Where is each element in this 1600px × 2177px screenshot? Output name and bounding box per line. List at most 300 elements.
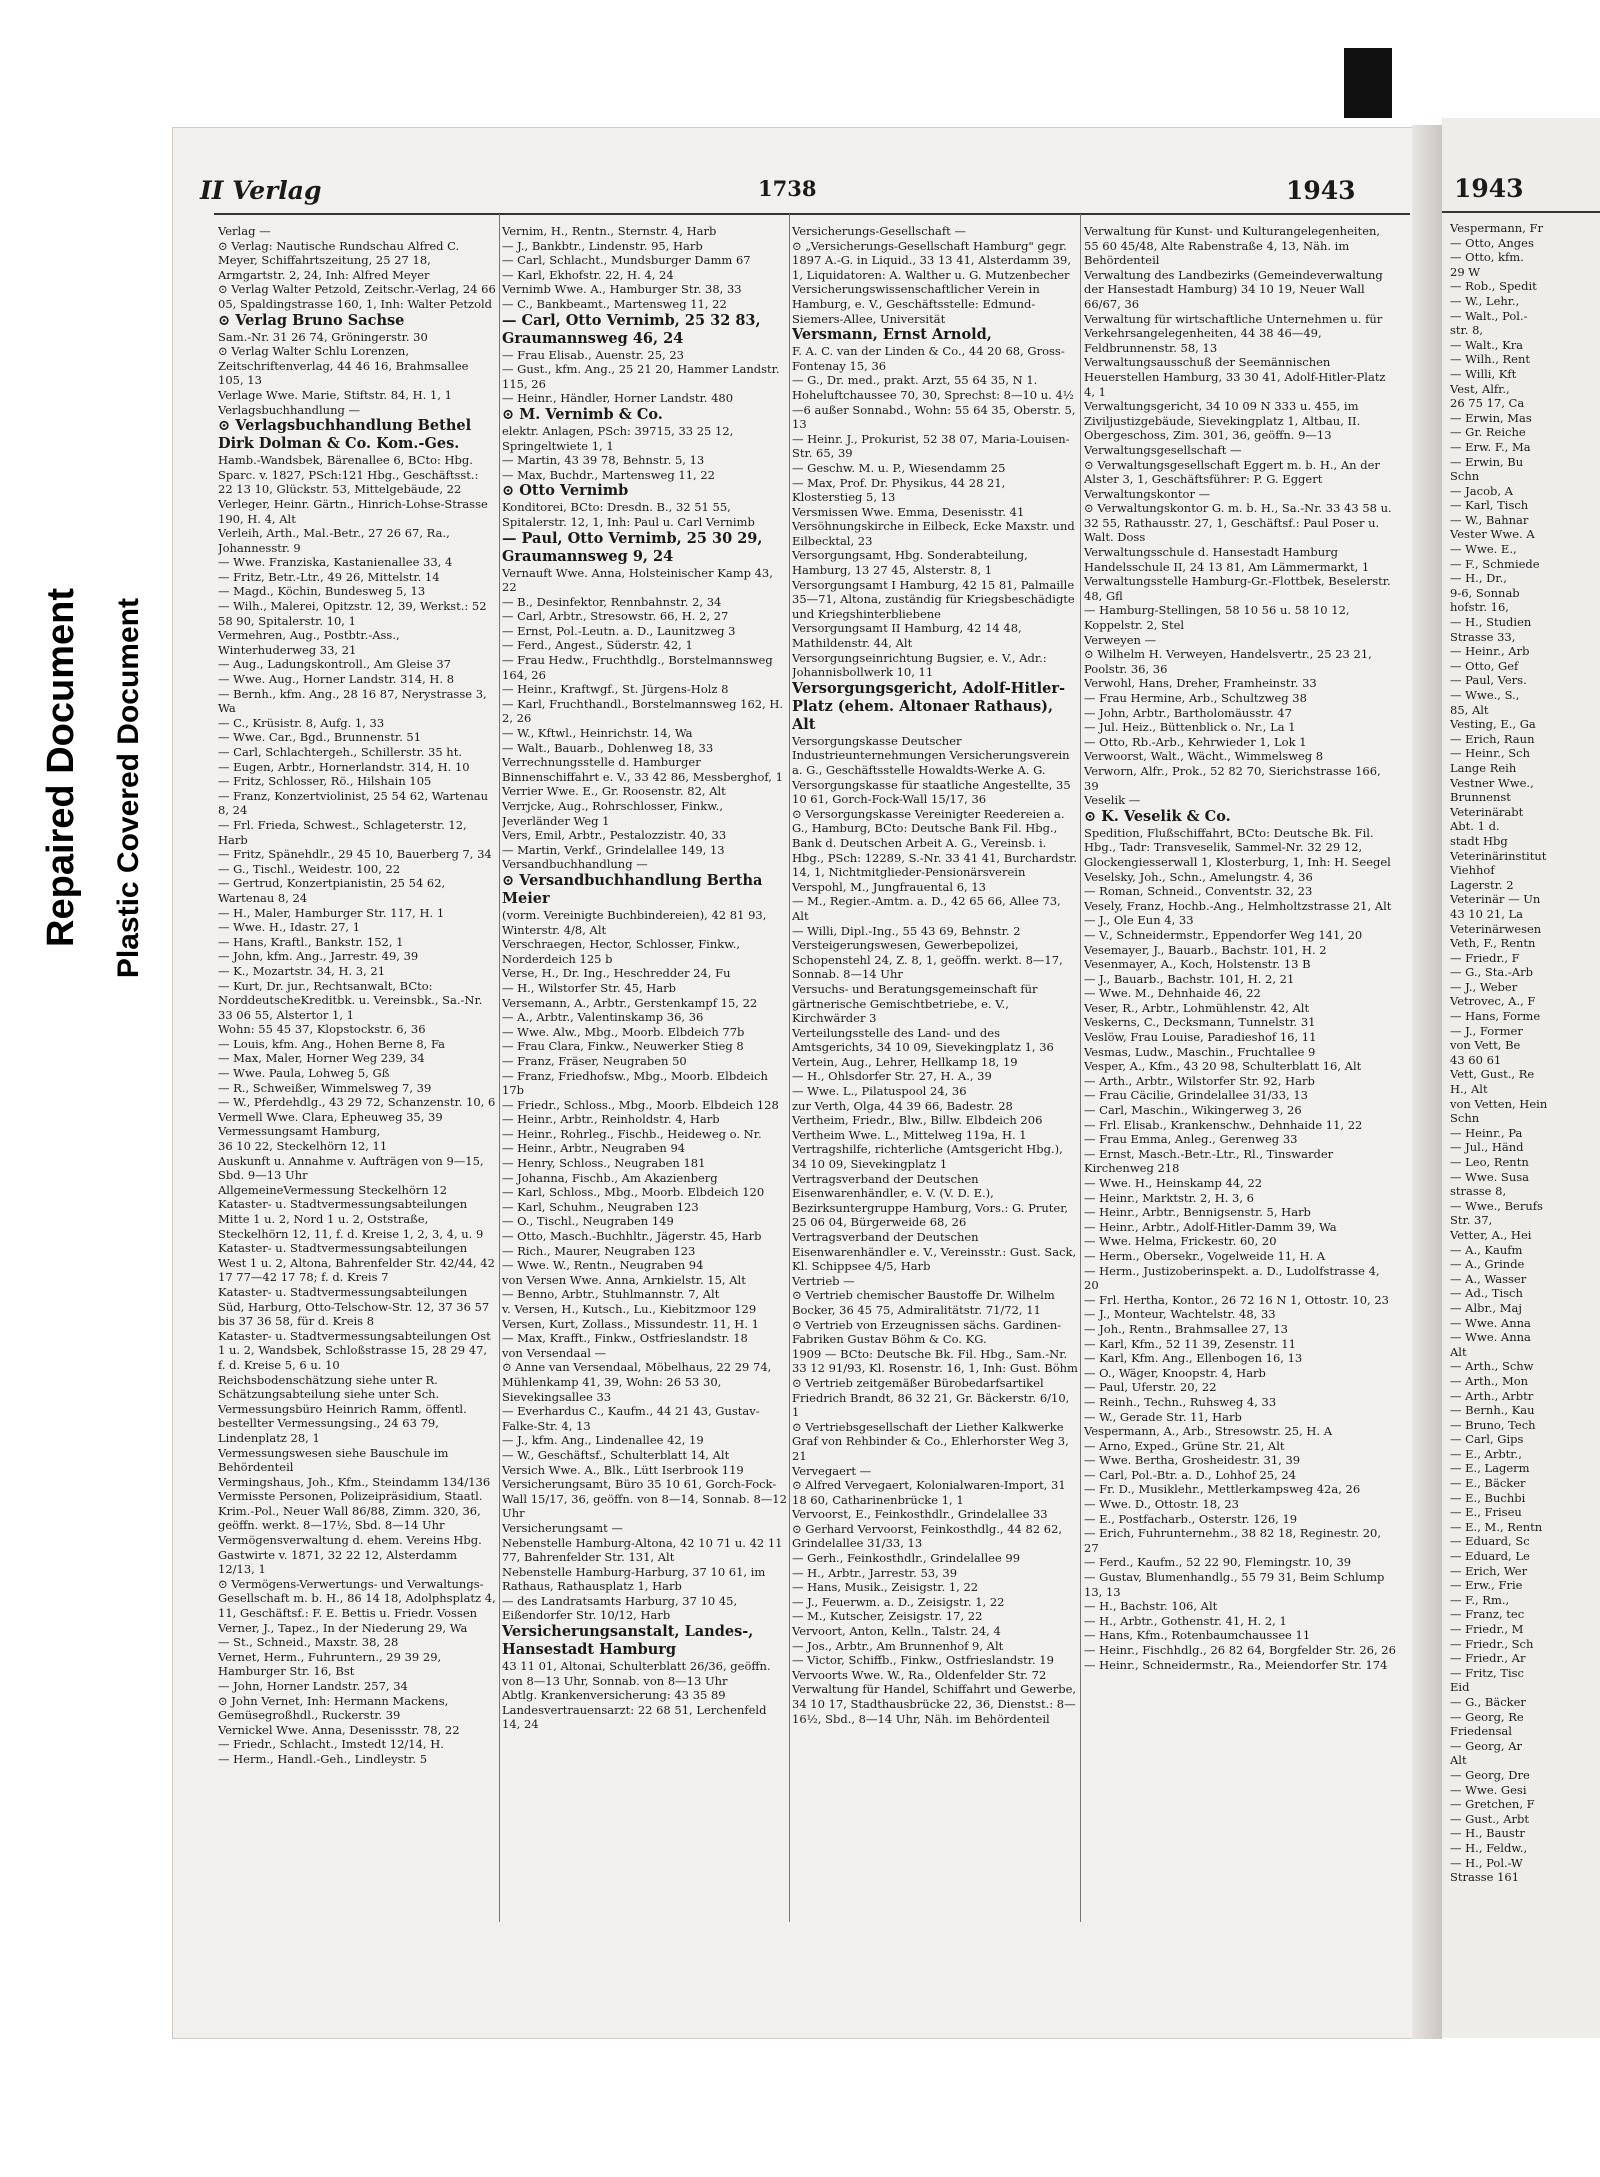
directory-entry: ⊙ Vermögens-Verwertungs- und Verwaltungs-Gesellschaft m. b. H., 86 14 18, Adolphsplatz 4, 11, Geschäftsf.: F. E. Bettis u. Friedr. Vossen xyxy=(218,1576,496,1621)
directory-entry: — Benno, Arbtr., Stuhlmannstr. 7, Alt xyxy=(502,1287,720,1302)
directory-entry: — G., Tischl., Weidestr. 100, 22 xyxy=(218,861,401,876)
directory-entry: — Max, Buchdr., Martensweg 11, 22 xyxy=(502,467,715,482)
directory-entry: — W., Kftwl., Heinrichstr. 14, Wa xyxy=(502,726,693,741)
directory-entry: — Frau Elisab., Auenstr. 25, 23 xyxy=(502,347,684,362)
directory-entry: — John, Arbtr., Bartholomäusstr. 47 xyxy=(1084,705,1292,720)
directory-entry: Versorgungsamt II Hamburg, 42 14 48, Mathildenstr. 44, Alt xyxy=(792,621,1022,651)
directory-entry: Versorgungsamt I Hamburg, 42 15 81, Palmaille 35—71, Altona, zuständig für Kriegsbeschädigte und Kriegshinterbliebene xyxy=(792,577,1075,621)
directory-entry: Versen, Kurt, Zollass., Missundestr. 11, H. 1 xyxy=(502,1316,759,1331)
directory-entry: Verwaltungsstelle Hamburg-Gr.-Flottbek, Beselerstr. 48, Gfl xyxy=(1084,574,1391,603)
directory-entry: F. A. C. van der Linden & Co., 44 20 68, Gross-Fontenay 15, 36 xyxy=(792,344,1065,373)
directory-entry: — Reinh., Techn., Ruhsweg 4, 33 xyxy=(1084,1394,1277,1409)
directory-entry: — Fritz, Schlosser, Rö., Hilshain 105 xyxy=(218,774,432,789)
directory-entry: — Willi, Dipl.-Ing., 55 43 69, Behnstr. 2 xyxy=(792,923,1021,938)
directory-entry: — Arth., Schw xyxy=(1450,1359,1534,1374)
directory-entry: Veser, R., Arbtr., Lohmühlenstr. 42, Alt xyxy=(1084,1000,1310,1015)
directory-entry: — Eduard, Le xyxy=(1450,1549,1530,1564)
directory-entry: Versicherungs-Gesellschaft — xyxy=(792,224,966,238)
directory-entry: Strasse 33, xyxy=(1450,629,1516,644)
directory-entry: Versemann, A., Arbtr., Gerstenkampf 15, 22 xyxy=(502,995,758,1010)
directory-entry: — Roman, Schneid., Conventstr. 32, 23 xyxy=(1084,884,1313,899)
directory-entry: v. Versen, H., Kutsch., Lu., Kiebitzmoor 129 xyxy=(502,1302,757,1316)
directory-entry: — Walt., Bauarb., Dohlenweg 18, 33 xyxy=(502,740,714,755)
directory-entry: Kataster- u. Stadtvermessungsabteilungen West 1 u. 2, Altona, Bahrenfelder Str. 42/44, 42 17 77—42 17 78; f. d. Kreis 7 xyxy=(218,1241,495,1285)
page-year: 1943 xyxy=(1286,176,1356,205)
directory-entry: — Fritz, Spänehdlr., 29 45 10, Bauerberg 7, 34 xyxy=(218,847,492,862)
directory-entry: — J., Bankbtr., Lindenstr. 95, Harb xyxy=(502,238,703,253)
directory-entry: Hamb.-Wandsbek, Bärenallee 6, BCto: Hbg. Sparc. v. 1827, PSch:121 Hbg., Geschäftsst.: 22 13 10, Glückstr. 53, Mittelgebäude, 22 xyxy=(218,453,479,497)
directory-entry: Versteigerungswesen, Gewerbepolizei, Schopenstehl 24, Z. 8, 1, geöffn. werkt. 8—17, Sonnab. 8—14 Uhr xyxy=(792,938,1063,982)
directory-entry: — Wwe. Bertha, Grosheidestr. 31, 39 xyxy=(1084,1453,1301,1468)
directory-entry: — Wwe. Gesi xyxy=(1450,1782,1527,1797)
directory-entry: — Karl, Kfm., 52 11 39, Zesenstr. 11 xyxy=(1084,1336,1296,1351)
directory-entry: Versorgungseinrichtung Bugsier, e. V., Adr.: Johannisbollwerk 10, 11 xyxy=(792,650,1047,680)
directory-entry: — H., Dr., xyxy=(1450,571,1507,586)
directory-entry: Verlage Wwe. Marie, Stiftstr. 84, H. 1, 1 xyxy=(218,387,452,402)
directory-entry: — Gustav, Blumenhandlg., 55 79 31, Beim Schlump 13, 13 xyxy=(1084,1570,1385,1599)
directory-entry: ⊙ Versorgungskasse Vereinigter Reedereien a. G., Hamburg, BCto: Deutsche Bank Fil. Hbg., Bank d. Deutschen Arbeit A. G., Vereinsb. i. Hbg., PSch: 12289, S.-Nr. 33 41 41, Burchardstr. 14, 1, Nichtmitglieder-Pensionärsverein xyxy=(792,806,1078,880)
directory-entry: Vesmas, Ludw., Maschin., Fruchtallee 9 xyxy=(1084,1044,1316,1059)
adjacent-page xyxy=(1442,118,1600,2038)
directory-entry: Verleih, Arth., Mal.-Betr., 27 26 67, Ra., Johannesstr. 9 xyxy=(218,526,450,555)
directory-entry: — Hans, Forme xyxy=(1450,1009,1541,1024)
directory-entry: Versorgungskasse für staatliche Angestellte, 35 10 61, Gorch-Fock-Wall 15/17, 36 xyxy=(792,777,1071,807)
directory-entry: Versmann, Ernst Arnold, xyxy=(792,326,992,344)
directory-entry: — A., Arbtr., Valentinskamp 36, 36 xyxy=(502,1010,704,1025)
directory-entry: — Wwe. Anna xyxy=(1450,1330,1531,1345)
directory-entry: — H., Bachstr. 106, Alt xyxy=(1084,1599,1218,1614)
directory-entry: — Ernst, Pol.-Leutn. a. D., Launitzweg 3 xyxy=(502,623,736,638)
directory-entry: Abtlg. Krankenversicherung: 43 35 89 xyxy=(502,1688,726,1703)
directory-entry: Veth, F., Rentn xyxy=(1450,936,1536,951)
directory-entry: Vermehren, Aug., Postbtr.-Ass., Winterhuderweg 33, 21 xyxy=(218,628,400,657)
directory-entry: — Herm., Handl.-Geh., Lindleystr. 5 xyxy=(218,1751,428,1766)
directory-entry: — Carl, Arbtr., Stresowstr. 66, H. 2, 27 xyxy=(502,609,729,624)
directory-entry: — Heinr., Fischhdlg., 26 82 64, Borgfelder Str. 26, 26 xyxy=(1084,1643,1396,1657)
directory-entry: Verspohl, M., Jungfrauental 6, 13 xyxy=(792,879,986,894)
directory-entry: — E., Buchbi xyxy=(1450,1490,1526,1505)
directory-entry: Vervoorts Wwe. W., Ra., Oldenfelder Str. 72 xyxy=(792,1667,1047,1682)
directory-entry: — Erw., Frie xyxy=(1450,1578,1523,1593)
directory-entry: — Otto, Gef xyxy=(1450,658,1519,673)
directory-entry: Vertragshilfe, richterliche (Amtsgericht Hbg.), 34 10 09, Sievekingplatz 1 xyxy=(792,1142,1063,1172)
directory-entry: Abt. 1 d. xyxy=(1450,819,1500,834)
directory-entry: Vervegaert — xyxy=(792,1463,872,1478)
directory-entry: ⊙ Wilhelm H. Verweyen, Handelsvertr., 25 23 21, Poolstr. 36, 36 xyxy=(1084,647,1372,676)
directory-entry: Vers, Emil, Arbtr., Pestalozzistr. 40, 33 xyxy=(502,828,727,843)
directory-entry: Lange Reih xyxy=(1450,760,1517,775)
directory-entry: Verwaltung des Landbezirks (Gemeindeverwaltung der Hansestadt Hamburg) 34 10 19, Neuer Wall 66/67, 36 xyxy=(1084,267,1383,311)
column-divider xyxy=(789,214,790,1922)
directory-entry: Verworn, Alfr., Prok., 52 82 70, Sierichstrasse 166, 39 xyxy=(1084,763,1381,793)
directory-entry: Veterinärinstitut xyxy=(1450,848,1547,863)
directory-entry: — Wwe. Alw., Mbg., Moorb. Elbdeich 77b xyxy=(502,1024,745,1039)
directory-entry: Sam.-Nr. 31 26 74, Gröningerstr. 30 xyxy=(218,329,428,344)
directory-entry: Viehhof xyxy=(1450,863,1495,878)
directory-entry: Eid xyxy=(1450,1680,1470,1695)
directory-entry: — Bruno, Tech xyxy=(1450,1417,1536,1432)
directory-entry: — Leo, Rentn xyxy=(1450,1155,1529,1169)
directory-entry: Versorgungskasse Deutscher Industrieunternehmungen Versicherungsverein a. G., Geschäftsstelle Howaldts-Werke A. G. xyxy=(792,733,1070,777)
directory-entry: — Victor, Schiffb., Finkw., Ostfrieslandstr. 19 xyxy=(792,1653,1054,1668)
directory-entry: Verwaltungsgericht, 34 10 09 N 333 u. 455, im Ziviljustizgebäude, Sievekingplatz 1, Altbau, II. Obergeschoss, Zim. 301, 36, geöffn. 9—13 xyxy=(1084,399,1361,443)
directory-entry: Kataster- u. Stadtvermessungsabteilungen Mitte 1 u. 2, Nord 1 u. 2, Oststraße, Steckelhörn 12, 11, f. d. Kreise 1, 2, 3, 4, u. 9 xyxy=(218,1197,484,1241)
directory-entry: — Gretchen, F xyxy=(1450,1797,1535,1812)
directory-entry: Vester Wwe. A xyxy=(1450,527,1535,542)
directory-entry: — Hans, Kraftl., Bankstr. 152, 1 xyxy=(218,934,404,949)
directory-entry: Brunnenst xyxy=(1450,790,1511,805)
directory-entry: — C., Krüsistr. 8, Aufg. 1, 33 xyxy=(218,715,385,730)
directory-entry: — Heinr., Arbtr., Reinholdstr. 4, Harb xyxy=(502,1112,720,1127)
directory-entry: — Max, Krafft., Finkw., Ostfrieslandstr. 18 xyxy=(502,1331,748,1346)
directory-entry: Vermingshaus, Joh., Kfm., Steindamm 134/136 xyxy=(218,1474,491,1489)
directory-entry: ⊙ Verlag Walter Petzold, Zeitschr.-Verlag, 24 66 05, Spaldingstrasse 160, 1, Inh: Walter Petzold xyxy=(218,282,496,311)
directory-entry: Verteilungsstelle des Land- und des Amtsgerichts, 34 10 09, Sievekingplatz 1, 36 xyxy=(792,1025,1054,1055)
directory-entry: Schn xyxy=(1450,1111,1480,1126)
scan-background xyxy=(0,0,1600,48)
directory-entry: — Geschw. M. u. P., Wiesendamm 25 xyxy=(792,460,1006,475)
directory-entry: Verweyen — xyxy=(1084,632,1157,647)
directory-entry: Vertheim, Friedr., Blw., Billw. Elbdeich 206 xyxy=(792,1113,1043,1128)
directory-entry: Vesting, E., Ga xyxy=(1450,717,1536,732)
directory-entry: — Walt., Kra xyxy=(1450,337,1524,352)
directory-entry: — E., Arbtr., xyxy=(1450,1446,1522,1461)
directory-column-1 xyxy=(218,224,496,1939)
directory-entry: Vervoorst, E., Feinkosthdlr., Grindelallee 33 xyxy=(792,1507,1048,1522)
repaired-document-label: Repaired Document xyxy=(40,588,82,947)
directory-entry: — Wwe. Helma, Frickestr. 60, 20 xyxy=(1084,1234,1277,1249)
directory-entry: Vesely, Franz, Hochb.-Ang., Helmholtzstrasse 21, Alt xyxy=(1084,898,1392,913)
directory-entry: — Arth., Arbtr xyxy=(1450,1388,1534,1403)
directory-entry: Verwohl, Hans, Dreher, Framheinstr. 33 xyxy=(1084,676,1317,691)
directory-entry: Verrechnungsstelle d. Hamburger Binnenschiffahrt e. V., 33 42 86, Messberghof, 1 xyxy=(502,755,783,784)
directory-entry: — Max, Maler, Horner Weg 239, 34 xyxy=(218,1051,425,1066)
directory-entry: Versicherungsanstalt, Landes-, Hansestadt Hamburg xyxy=(502,1623,754,1659)
directory-entry: — J., Bauarb., Bachstr. 101, H. 2, 21 xyxy=(1084,971,1295,986)
directory-entry: Versmissen Wwe. Emma, Desenisstr. 41 xyxy=(792,504,1025,519)
directory-entry: — W., Pferdehdlg., 43 29 72, Schanzenstr. 10, 6 xyxy=(218,1095,496,1110)
directory-entry: hofstr. 16, xyxy=(1450,600,1509,615)
column-divider xyxy=(499,214,500,1922)
directory-entry: — Max, Prof. Dr. Physikus, 44 28 21, Klosterstieg 5, 13 xyxy=(792,475,1006,505)
directory-entry: Vestner Wwe., xyxy=(1450,775,1534,790)
directory-entry: Alt xyxy=(1450,1753,1467,1768)
directory-entry: Verlag — xyxy=(218,224,271,238)
directory-entry: — Wwe., S., xyxy=(1450,688,1520,702)
directory-entry: — Otto, Rb.-Arb., Kehrwieder 1, Lok 1 xyxy=(1084,734,1307,749)
directory-entry: Verwaltungskontor — xyxy=(1084,486,1211,501)
directory-entry: — Heinr. J., Prokurist, 52 38 07, Maria-Louisen-Str. 65, 39 xyxy=(792,431,1070,461)
directory-entry: — Erw. F., Ma xyxy=(1450,439,1531,454)
directory-entry: — Frau Hedw., Fruchthdlg., Borstelmannsweg 164, 26 xyxy=(502,653,773,682)
directory-entry: Nebenstelle Hamburg-Harburg, 37 10 61, im Rathaus, Rathausplatz 1, Harb xyxy=(502,1564,766,1594)
directory-entry: ⊙ „Versicherungs-Gesellschaft Hamburg" gegr. 1897 A.-G. in Liquid., 33 13 41, Alsterdamm 39, 1, Liquidatoren: A. Walther u. G. Mutzenbecher xyxy=(792,238,1071,282)
directory-entry: ⊙ Vertrieb von Erzeugnissen sächs. Gardinen-Fabriken Gustav Böhm & Co. KG. xyxy=(792,1317,1062,1347)
directory-entry: — J., kfm. Ang., Lindenallee 42, 19 xyxy=(502,1433,704,1448)
directory-entry: — Frl. Elisab., Krankenschw., Dehnhaide 11, 22 xyxy=(1084,1117,1363,1132)
directory-entry: (vorm. Vereinigte Buchbindereien), 42 81 93, Winterstr. 4/8, Alt xyxy=(502,907,767,937)
directory-entry: Vertragsverband der Deutschen Eisenwarenhändler, e. V. (V. D. E.), Bezirksuntergruppe Hamburg, Vors.: G. Pruter, 25 06 04, Bürgerweide 68, 26 xyxy=(792,1171,1069,1230)
directory-entry: Vertragsverband der Deutschen Eisenwarenhändler e. V., Vereinsstr.: Gust. Sack, Kl. Schippsee 4/5, Harb xyxy=(792,1230,1077,1274)
directory-entry: — John, Horner Landstr. 257, 34 xyxy=(218,1679,408,1693)
directory-entry: Vesenmayer, A., Koch, Holstenstr. 13 B xyxy=(1084,957,1311,972)
directory-entry: — Frau Emma, Anleg., Gerenweg 33 xyxy=(1084,1132,1298,1147)
directory-entry: Veselik — xyxy=(1084,793,1141,808)
directory-entry: — A., Grinde xyxy=(1450,1257,1525,1272)
directory-entry: 9-6, Sonnab xyxy=(1450,585,1520,600)
directory-entry: 43 11 01, Altonai, Schulterblatt 26/36, geöffn. von 8—13 Uhr, Sonnab. von 8—13 Uhr xyxy=(502,1659,771,1688)
directory-entry: Vernimb Wwe. A., Hamburger Str. 38, 33 xyxy=(502,282,742,297)
directory-entry: — Carl, Schlachtergeh., Schillerstr. 35 ht. xyxy=(218,745,462,759)
directory-entry: — A., Wasser xyxy=(1450,1271,1527,1286)
directory-entry: — Heinr., Rohrleg., Fischb., Heideweg o. Nr. xyxy=(502,1126,762,1141)
directory-entry: — Friedr., Schlacht., Imstedt 12/14, H. xyxy=(218,1737,444,1752)
directory-entry: — B., Desinfektor, Rennbahnstr. 2, 34 xyxy=(502,594,722,609)
directory-entry: — Carl, Otto Vernimb, 25 32 83, Graumannsweg 46, 24 xyxy=(502,311,761,347)
directory-entry: — Frau Clara, Finkw., Neuwerker Stieg 8 xyxy=(502,1039,744,1054)
directory-entry: — Fritz, Tisc xyxy=(1450,1665,1524,1680)
directory-entry: Verwaltungsgesellschaft — xyxy=(1084,442,1242,457)
directory-entry: — H., Wilstorfer Str. 45, Harb xyxy=(502,980,677,995)
directory-entry: — Frau Cäcilie, Grindelallee 31/33, 13 xyxy=(1084,1088,1308,1103)
directory-entry: — H., Feldw., xyxy=(1450,1840,1528,1855)
directory-entry: Versicherungswissenschaftlicher Verein in Hamburg, e. V., Geschäftsstelle: Edmund-Siemers-Allee, Universität xyxy=(792,282,1040,326)
directory-entry: Veterinärabt xyxy=(1450,804,1524,819)
directory-entry: — Ferd., Angest., Süderstr. 42, 1 xyxy=(502,638,693,653)
directory-entry: Landesvertrauensarzt: 22 68 51, Lerchenfeld 14, 24 xyxy=(502,1702,767,1732)
directory-entry: Verwaltung für Kunst- und Kulturangelegenheiten, 55 60 45/48, Alte Rabenstraße 4, 13, Näh. im Behördenteil xyxy=(1084,224,1381,268)
directory-entry: 36 10 22, Steckelhörn 12, 11 xyxy=(218,1139,388,1154)
directory-entry: — Franz, tec xyxy=(1450,1607,1525,1622)
directory-entry: Veterinär — Un xyxy=(1450,892,1541,907)
directory-entry: — H., Studien xyxy=(1450,615,1532,630)
directory-entry: Vett, Gust., Re xyxy=(1450,1067,1535,1082)
directory-entry: — Frl. Hertha, Kontor., 26 72 16 N 1, Ottostr. 10, 23 xyxy=(1084,1292,1389,1307)
directory-entry: — Georg, Ar xyxy=(1450,1738,1523,1753)
directory-entry: Vernauft Wwe. Anna, Holsteinischer Kamp 43, 22 xyxy=(502,565,773,595)
directory-entry: — Hans, Kfm., Rotenbaumchaussee 11 xyxy=(1084,1628,1311,1643)
directory-entry: Vernim, H., Rentn., Sternstr. 4, Harb xyxy=(502,224,717,238)
directory-entry: — O., Wäger, Knoopstr. 4, Harb xyxy=(1084,1365,1266,1380)
directory-entry: — Karl, Kfm. Ang., Ellenbogen 16, 13 xyxy=(1084,1351,1303,1366)
directory-entry: — Wwe. M., Dehnhaide 46, 22 xyxy=(1084,986,1261,1001)
directory-entry: — Paul, Vers. xyxy=(1450,673,1527,688)
directory-entry: Versicherungsamt, Büro 35 10 61, Gorch-Fock-Wall 15/17, 36, geöffn. von 8—14, Sonnab. 8—12 Uhr xyxy=(502,1477,787,1521)
directory-entry: ⊙ Vertrieb zeitgemäßer Bürobedarfsartikel Friedrich Brandt, 86 32 21, Gr. Bäckerstr. 6/10, 1 xyxy=(792,1375,1070,1420)
directory-entry: — Wwe. Franziska, Kastanienallee 33, 4 xyxy=(218,555,453,570)
directory-entry: — Otto, kfm. xyxy=(1450,250,1524,265)
directory-entry: Friedensal xyxy=(1450,1724,1512,1739)
directory-column-2 xyxy=(502,224,788,1939)
directory-entry: Versuchs- und Beratungsgemeinschaft für gärtnerische Gemischtbetriebe, e. V., Kirchwärder 3 xyxy=(792,981,1038,1026)
directory-entry: — Wwe. Aug., Horner Landstr. 314, H. 8 xyxy=(218,672,455,687)
directory-entry: stadt Hbg xyxy=(1450,833,1508,848)
directory-entry: Nebenstelle Hamburg-Altona, 42 10 71 u. 42 11 77, Bahrenfelder Str. 131, Alt xyxy=(502,1535,783,1565)
directory-entry: — Willi, Kft xyxy=(1450,366,1517,381)
directory-entry: Verrier Wwe. E., Gr. Roosenstr. 82, Alt xyxy=(502,784,726,799)
directory-entry: — Frl. Frieda, Schwest., Schlageterstr. 12, Harb xyxy=(218,817,467,847)
directory-entry: ⊙ Vertrieb chemischer Baustoffe Dr. Wilhelm Bocker, 36 45 75, Admiralitätstr. 71/72, 11 xyxy=(792,1288,1055,1317)
directory-entry: — Erwin, Bu xyxy=(1450,454,1524,469)
page-number: 1738 xyxy=(758,176,817,201)
directory-entry: — Louis, kfm. Ang., Hohen Berne 8, Fa xyxy=(218,1036,446,1051)
directory-entry: — G., Sta.-Arb xyxy=(1450,965,1533,980)
directory-entry: — H., Maler, Hamburger Str. 117, H. 1 xyxy=(218,905,445,920)
directory-entry: — Georg, Re xyxy=(1450,1709,1524,1724)
directory-entry: — Gust., kfm. Ang., 25 21 20, Hammer Landstr. 115, 26 xyxy=(502,362,780,391)
directory-entry: Veterinärwesen xyxy=(1450,921,1542,936)
directory-entry: — Martin, Verkf., Grindelallee 149, 13 xyxy=(502,842,725,857)
directory-entry: Veselsky, Joh., Schn., Amelungstr. 4, 36 xyxy=(1084,869,1313,884)
directory-entry: ⊙ Verwaltungskontor G. m. b. H., Sa.-Nr. 33 43 58 u. 32 55, Rathausstr. 27, 1, Geschäftsf.: Paul Poser u. Walt. Doss xyxy=(1084,501,1392,545)
directory-entry: Verrjcke, Aug., Rohrschlosser, Finkw., Jeverländer Weg 1 xyxy=(502,799,723,828)
directory-entry: Verwoorst, Walt., Wächt., Wimmelsweg 8 xyxy=(1084,749,1324,764)
directory-entry: — G., Dr. med., prakt. Arzt, 55 64 35, N 1. Hoheluftchaussee 70, 30, Sprechst: 8—10 u. 4½—6 außer Sonnabd., Wohn: 55 64 35, Oberstr. 5, 13 xyxy=(792,373,1076,432)
directory-entry: — Heinr., Arbtr., Adolf-Hitler-Damm 39, Wa xyxy=(1084,1219,1337,1234)
directory-entry: ⊙ Gerhard Vervoorst, Feinkosthdlg., 44 82 62, Grindelallee 31/33, 13 xyxy=(792,1521,1063,1551)
directory-entry: — Heinr., Arbtr., Neugraben 94 xyxy=(502,1141,686,1156)
directory-entry: ⊙ M. Vernimb & Co. xyxy=(502,405,663,423)
directory-entry: — Everhardus C., Kaufm., 44 21 43, Gustav-Falke-Str. 4, 13 xyxy=(502,1404,760,1433)
directory-entry: Str. 37, xyxy=(1450,1213,1493,1228)
directory-entry: Versöhnungskirche in Eilbeck, Ecke Maxstr. und Eilbecktal, 23 xyxy=(792,519,1075,548)
directory-entry: — Jul., Händ xyxy=(1450,1140,1524,1155)
directory-entry: — Hans, Musik., Zeisigstr. 1, 22 xyxy=(792,1580,979,1595)
directory-entry: — R., Schweißer, Wimmelsweg 7, 39 xyxy=(218,1080,432,1095)
directory-entry: elektr. Anlagen, PSch: 39715, 33 25 12, Springeltwiete 1, 1 xyxy=(502,423,734,453)
directory-entry: Vervoort, Anton, Kelln., Talstr. 24, 4 xyxy=(792,1624,1001,1639)
directory-entry: — Wwe. Anna xyxy=(1450,1315,1531,1330)
directory-column-5 xyxy=(1450,221,1600,1941)
directory-entry: Schn xyxy=(1450,469,1480,484)
directory-entry: Vermessungsamt Hamburg, xyxy=(218,1124,381,1139)
directory-entry: — Ernst, Masch.-Betr.-Ltr., Rl., Tinswarder Kirchenweg 218 xyxy=(1084,1146,1334,1176)
directory-entry: Auskunft u. Annahme v. Aufträgen von 9—15, Sbd. 9—13 Uhr xyxy=(218,1153,484,1183)
scan-bottom-margin xyxy=(0,2062,1600,2177)
directory-entry: — Jos., Arbtr., Am Brunnenhof 9, Alt xyxy=(792,1638,1004,1653)
directory-entry: — Friedr., F xyxy=(1450,950,1520,965)
directory-entry: — O., Tischl., Neugraben 149 xyxy=(502,1214,674,1229)
directory-entry: — C., Bankbeamt., Martensweg 11, 22 xyxy=(502,296,727,311)
directory-entry: ⊙ K. Veselik & Co. xyxy=(1084,807,1231,825)
directory-entry: — Erich, Raun xyxy=(1450,731,1535,746)
directory-entry: — Arth., Mon xyxy=(1450,1373,1529,1388)
directory-entry: — Fritz, Betr.-Ltr., 49 26, Mittelstr. 14 xyxy=(218,569,440,584)
directory-entry: — Hamburg-Stellingen, 58 10 56 u. 58 10 12, Koppelstr. 2, Stel xyxy=(1084,603,1350,633)
directory-entry: — M., Regier.-Amtm. a. D., 42 65 66, Allee 73, Alt xyxy=(792,894,1061,923)
directory-entry: — E., Bäcker xyxy=(1450,1476,1526,1491)
directory-entry: — Heinr., Pa xyxy=(1450,1125,1523,1140)
directory-entry: Verwaltung für Handel, Schiffahrt und Gewerbe, 34 10 17, Stadthausbrücke 22, 36, Dienstst.: 8—16½, Sbd., 8—14 Uhr, Näh. im Behördenteil xyxy=(792,1682,1077,1726)
directory-entry: Verlagsbuchhandlung — xyxy=(218,402,361,417)
directory-entry: ⊙ Anne van Versendaal, Möbelhaus, 22 29 74, Mühlenkamp 41, 39, Wohn: 26 53 30, Sievekingsallee 33 xyxy=(502,1360,772,1404)
directory-entry: — Bernh., kfm. Ang., 28 16 87, Nerystrasse 3, Wa xyxy=(218,686,487,716)
page-fold-shadow xyxy=(1412,125,1442,2039)
directory-entry: — Karl, Fruchthandl., Borstelmannsweg 162, H. 2, 26 xyxy=(502,696,784,726)
directory-entry: ⊙ John Vernet, Inh: Hermann Mackens, Gemüsegroßhdl., Ruckerstr. 39 xyxy=(218,1693,449,1723)
directory-entry: — Jul. Heiz., Büttenblick o. Nr., La 1 xyxy=(1084,720,1296,735)
directory-entry: — Rob., Spedit xyxy=(1450,279,1537,294)
directory-entry: — Heinr., Sch xyxy=(1450,746,1531,761)
directory-entry: Vertrieb — xyxy=(792,1273,855,1288)
directory-entry: — Heinr., Kraftwgf., St. Jürgens-Holz 8 xyxy=(502,682,729,697)
directory-entry: — Bernh., Kau xyxy=(1450,1403,1535,1418)
directory-entry: — John, kfm. Ang., Jarrestr. 49, 39 xyxy=(218,949,419,964)
directory-entry: — J., Feuerwm. a. D., Zeisigstr. 1, 22 xyxy=(792,1594,1005,1609)
directory-entry: Vesemayer, J., Bauarb., Bachstr. 101, H. 2 xyxy=(1084,942,1327,957)
page-header-section: II Verlag xyxy=(200,176,322,205)
directory-entry: H., Alt xyxy=(1450,1082,1488,1097)
directory-entry: Verschraegen, Hector, Schlosser, Finkw., Norderdeich 125 b xyxy=(502,937,741,966)
directory-entry: — E., Postfacharb., Osterstr. 126, 19 xyxy=(1084,1511,1298,1526)
directory-entry: ⊙ Vertriebsgesellschaft der Liether Kalkwerke Graf von Rehbinder & Co., Ehlerhorster Weg 3, 21 xyxy=(792,1419,1069,1463)
directory-entry: Vespermann, A., Arb., Stresowstr. 25, H. A xyxy=(1084,1424,1333,1439)
directory-entry: ⊙ Verwaltungsgesellschaft Eggert m. b. H., An der Alster 3, 1, Geschäftsführer: P. G. Eggert xyxy=(1084,457,1380,487)
directory-entry: — H., Ohlsdorfer Str. 27, H. A., 39 xyxy=(792,1069,992,1084)
directory-entry: — Gr. Reiche xyxy=(1450,425,1526,440)
directory-entry: — Kurt, Dr. jur., Rechtsanwalt, BCto: NorddeutscheKreditbk. u. Vereinsbk., Sa.-Nr. 33 06 55, Alstertor 1, 1 xyxy=(218,978,483,1022)
directory-entry: — J., Monteur, Wachtelstr. 48, 33 xyxy=(1084,1307,1276,1322)
directory-entry: von Versendaal — xyxy=(502,1345,607,1360)
directory-entry: — Henry, Schloss., Neugraben 181 xyxy=(502,1156,706,1171)
directory-entry: — J., Former xyxy=(1450,1023,1523,1038)
directory-entry: — Karl, Schuhm., Neugraben 123 xyxy=(502,1199,699,1214)
directory-entry: von Vetten, Hein xyxy=(1450,1096,1548,1111)
directory-entry: — Heinr., Arb xyxy=(1450,644,1530,659)
directory-entry: von Vett, Be xyxy=(1450,1038,1521,1053)
directory-entry: — Heinr., Händler, Horner Landstr. 480 xyxy=(502,391,734,406)
directory-column-3 xyxy=(792,224,1078,1939)
directory-entry: Alt xyxy=(1450,1344,1467,1359)
directory-entry: ⊙ Verlag Bruno Sachse xyxy=(218,311,405,329)
directory-entry: Verwaltungsausschuß der Seemännischen Heuerstellen Hamburg, 33 30 41, Adolf-Hitler-Platz 4, 1 xyxy=(1084,355,1386,399)
directory-entry: Lagerstr. 2 xyxy=(1450,877,1514,892)
directory-entry: Verleger, Heinr. Gärtn., Hinrich-Lohse-Strasse 190, H. 4, Alt xyxy=(218,496,488,526)
directory-entry: — W., Lehr., xyxy=(1450,293,1520,308)
directory-entry: — Carl, Schlacht., Mundsburger Damm 67 xyxy=(502,253,751,268)
directory-column-4 xyxy=(1084,224,1396,1939)
directory-entry: — H., Arbtr., Gothenstr. 41, H. 2, 1 xyxy=(1084,1613,1287,1628)
directory-entry: — Friedr., Ar xyxy=(1450,1651,1526,1666)
directory-entry: — K., Mozartstr. 34, H. 3, 21 xyxy=(218,963,386,978)
directory-entry: ⊙ Verlag Walter Schlu Lorenzen, Zeitschriftenverlag, 44 46 16, Brahmsallee 105, 13 xyxy=(218,344,469,388)
directory-entry: ⊙ Otto Vernimb xyxy=(502,482,629,500)
directory-entry: — Gertrud, Konzertpianistin, 25 54 62, Wartenau 8, 24 xyxy=(218,876,446,905)
adjacent-header-rule xyxy=(1442,211,1600,213)
directory-entry: — Eduard, Sc xyxy=(1450,1534,1530,1549)
directory-entry: — Otto, Anges xyxy=(1450,235,1534,250)
directory-entry: strasse 8, xyxy=(1450,1184,1507,1199)
directory-entry: — V., Schneidermstr., Eppendorfer Weg 141, 20 xyxy=(1084,927,1363,942)
directory-entry: — Wwe., Berufs xyxy=(1450,1198,1543,1213)
directory-entry: Vermögensverwaltung d. ehem. Vereins Hbg. Gastwirte v. 1871, 32 22 12, Alsterdamm 12/13, 1 xyxy=(218,1533,482,1577)
directory-entry: Verwaltungsschule d. Hansestadt Hamburg Handelsschule II, 24 13 81, Am Lämmermarkt, 1 xyxy=(1084,545,1370,574)
directory-entry: — Wilh., Malerei, Opitzstr. 12, 39, Werkst.: 52 58 90, Spitalerstr. 10, 1 xyxy=(218,599,487,628)
directory-entry: — Wwe. H., Idastr. 27, 1 xyxy=(218,920,361,935)
directory-entry: — W., Gerade Str. 11, Harb xyxy=(1084,1409,1242,1424)
directory-entry: — Arno, Exped., Grüne Str. 21, Alt xyxy=(1084,1438,1285,1453)
adjacent-page-year: 1943 xyxy=(1454,174,1524,203)
directory-entry: von Versen Wwe. Anna, Arnkielstr. 15, Alt xyxy=(502,1272,746,1287)
directory-entry: 1909 — BCto: Deutsche Bk. Fil. Hbg., Sam.-Nr. 33 12 91/93, Kl. Rosenstr. 16, 1, Inh: Gust. Böhm xyxy=(792,1346,1078,1376)
directory-entry: — Wwe. Susa xyxy=(1450,1169,1529,1184)
directory-entry: — Karl, Schloss., Mbg., Moorb. Elbdeich 120 xyxy=(502,1185,765,1200)
directory-entry: — Wilh., Rent xyxy=(1450,352,1530,367)
directory-entry: Reichsbodenschätzung siehe unter R. Schätzungsabteilung siehe unter Sch. xyxy=(218,1372,440,1402)
directory-entry: — Gust., Arbt xyxy=(1450,1811,1530,1826)
directory-entry: Versorgungsamt, Hbg. Sonderabteilung, Hamburg, 13 27 45, Alsterstr. 8, 1 xyxy=(792,548,1028,578)
directory-entry: Vest, Alfr., xyxy=(1450,381,1510,396)
